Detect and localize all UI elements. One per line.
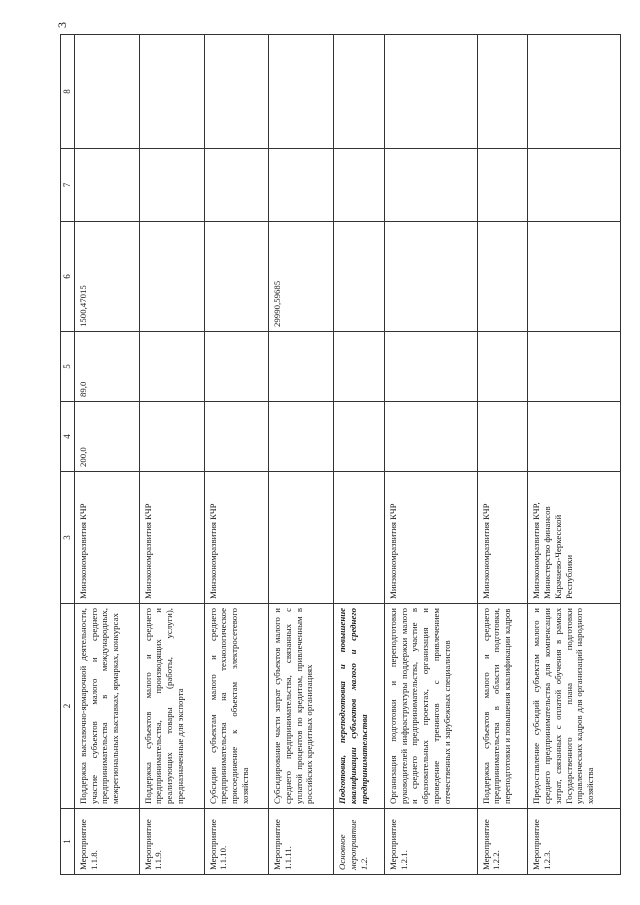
value-cell (384, 149, 477, 222)
table-row (139, 35, 204, 875)
responsible-executor: Минэкономразвития КЧР (139, 472, 204, 604)
value-cell (139, 402, 204, 472)
value-cell (75, 149, 140, 222)
value-cell (139, 149, 204, 222)
measure-description: Поддержка выставочно-ярмарочной деятельности, участие субъектов малого и среднего предпринимательства в международных, межрегиональных выставках, ярмарках, конкурсах (75, 604, 140, 809)
value-cell (139, 332, 204, 402)
measure-description: Субсидии субъектам малого и среднего предпринимательства на технологическое присоединение к объектам электросетевого хозяйства (204, 604, 269, 809)
value-cell (75, 35, 140, 149)
value-cell (477, 149, 528, 222)
value-cell (204, 222, 269, 332)
value-cell (384, 332, 477, 402)
value-cell (528, 222, 621, 332)
header-cell: 7 (61, 149, 75, 222)
measure-description: Подготовка, переподготовка и повышение квалификации субъектов малого и среднего предпринимательства (334, 604, 385, 809)
header-cell: 3 (61, 472, 75, 604)
value-cell (528, 402, 621, 472)
table-row (384, 35, 477, 875)
table-row (75, 35, 140, 875)
measure-code: Мероприятие 1.1.8. (75, 809, 140, 875)
value-cell (269, 35, 334, 149)
table-row (334, 35, 385, 875)
value-cell (477, 35, 528, 149)
header-cell: 6 (61, 222, 75, 332)
page-number: 3 (55, 22, 69, 28)
value-cell: 200,0 (75, 402, 140, 472)
value-cell (384, 35, 477, 149)
value-cell (528, 332, 621, 402)
value-cell (269, 149, 334, 222)
value-cell (204, 149, 269, 222)
value-cell: 29990,59685 (269, 222, 334, 332)
header-cell: 5 (61, 332, 75, 402)
measure-code: Мероприятие 1.2.1. (384, 809, 477, 875)
responsible-executor (334, 472, 385, 604)
value-cell (139, 35, 204, 149)
measure-code: Основное мероприятие 1.2. (334, 809, 385, 875)
table-row (204, 35, 269, 875)
header-cell: 4 (61, 402, 75, 472)
measure-description: Поддержка субъектов малого и среднего предпринимательства, производящих и реализующих товары (работы, услуги), предназначенные для экспорта (139, 604, 204, 809)
responsible-executor: Минэкономразвития КЧР (75, 472, 140, 604)
value-cell (204, 332, 269, 402)
value-cell (204, 35, 269, 149)
rotated-table-wrapper (60, 35, 621, 875)
table-row (269, 35, 334, 875)
header-cell: 8 (61, 35, 75, 149)
value-cell (334, 332, 385, 402)
responsible-executor: Минэкономразвития КЧР (477, 472, 528, 604)
value-cell (334, 222, 385, 332)
responsible-executor (269, 472, 334, 604)
header-row (61, 35, 75, 875)
value-cell (269, 402, 334, 472)
responsible-executor: Минэкономразвития КЧР, Министерство финансов Карачаево-Черкесской Республики (528, 472, 621, 604)
measure-description: Поддержка субъектов малого и среднего предпринимательства в области подготовки, переподготовки и повышения квалификации кадров (477, 604, 528, 809)
value-cell (477, 222, 528, 332)
value-cell (269, 332, 334, 402)
value-cell (528, 149, 621, 222)
responsible-executor: Минэкономразвития КЧР (384, 472, 477, 604)
measure-code: Мероприятие 1.1.11. (269, 809, 334, 875)
value-cell (334, 149, 385, 222)
measure-code: Мероприятие 1.2.3. (528, 809, 621, 875)
responsible-executor: Минэкономразвития КЧР (204, 472, 269, 604)
measure-description: Предоставление субсидий субъектам малого и среднего предпринимательства для компенсации затрат, связанных с оплатой обучения в рамках Государственного плана подготовки управленческих кадров для организаций народного хозяйства (528, 604, 621, 809)
header-cell: 2 (61, 604, 75, 809)
value-cell: 89,0 (75, 332, 140, 402)
header-cell: 1 (61, 809, 75, 875)
value-cell (477, 332, 528, 402)
value-cell (204, 402, 269, 472)
measure-code: Мероприятие 1.1.10. (204, 809, 269, 875)
value-cell (384, 402, 477, 472)
measure-code: Мероприятие 1.2.2. (477, 809, 528, 875)
value-cell (139, 222, 204, 332)
value-cell (384, 222, 477, 332)
measure-code: Мероприятие 1.1.9. (139, 809, 204, 875)
value-cell (334, 35, 385, 149)
measure-description: Организация подготовки и переподготовки руководителей инфраструктуры поддержки малого и среднего предпринимательства, участие в образовательных проектах, организация и проведение тренингов с привлечением отечественных и зарубежных специалистов (384, 604, 477, 809)
table-row (528, 35, 621, 875)
value-cell (477, 402, 528, 472)
value-cell (528, 35, 621, 149)
table-row (477, 35, 528, 875)
value-cell (334, 402, 385, 472)
value-cell: 1500,47015 (75, 222, 140, 332)
measure-description: Субсидирование части затрат субъектов малого и среднего предпринимательства, связанных с уплатой процентов по кредитам, привлеченным в российских кредитных организациях (269, 604, 334, 809)
program-measures-table (60, 34, 621, 875)
